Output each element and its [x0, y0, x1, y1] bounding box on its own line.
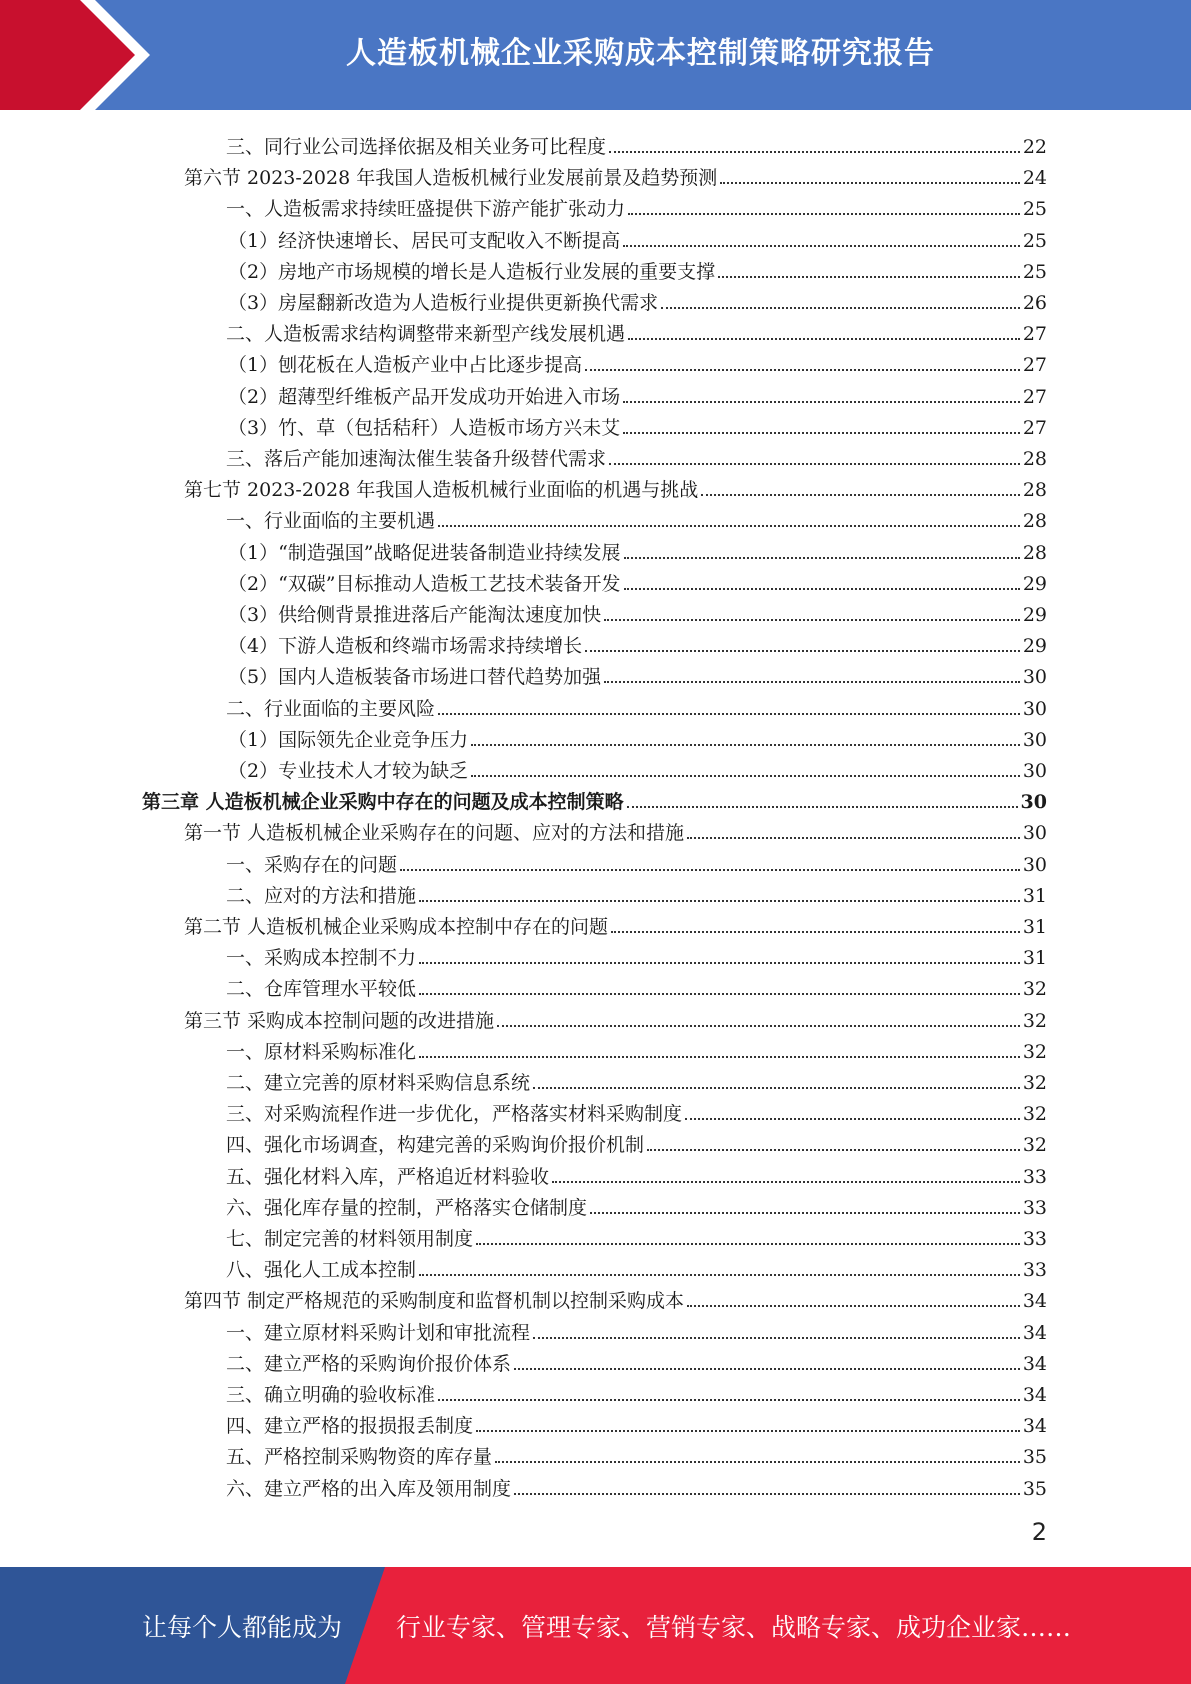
toc-entry[interactable]: [226, 1064, 1047, 1095]
toc-dot-leader: [476, 1243, 1020, 1245]
toc-entry-title: （1）经济快速增长、居民可支配收入不断提高: [228, 229, 621, 252]
toc-entry-title: 四、建立严格的报损报丢制度: [226, 1415, 474, 1438]
toc-entry-title: 五、严格控制采购物资的库存量: [226, 1446, 493, 1469]
toc-entry-title: 三、落后产能加速淘汰催生装备升级替代需求: [226, 448, 607, 470]
toc-entry-title: 第七节 2023-2028 年我国人造板机械行业面临的机遇与挑战: [184, 479, 699, 502]
toc-entry[interactable]: [226, 939, 1047, 970]
toc-entry-page: 31: [1022, 916, 1047, 938]
toc-entry[interactable]: [226, 1220, 1047, 1251]
toc-dot-leader: [590, 1212, 1020, 1214]
toc-dot-leader: [687, 1305, 1020, 1307]
toc-dot-leader: [471, 744, 1020, 746]
toc-entry-page: 28: [1022, 448, 1047, 470]
toc-entry-title: 一、行业面临的主要机遇: [226, 510, 436, 533]
toc-entry[interactable]: [228, 565, 1047, 596]
toc-entry-page: 32: [1022, 1103, 1047, 1126]
toc-dot-leader: [623, 245, 1020, 247]
toc-dot-leader: [400, 869, 1020, 871]
toc-entry-page: 25: [1022, 229, 1047, 252]
toc-entry[interactable]: [226, 502, 1047, 533]
toc-entry[interactable]: [228, 409, 1047, 440]
toc-entry-page: 27: [1022, 354, 1047, 377]
toc-entry-title: 第三节 采购成本控制问题的改进措施: [184, 1009, 495, 1032]
toc-dot-leader: [438, 525, 1020, 527]
toc-entry-title: 六、建立严格的出入库及领用制度: [226, 1477, 512, 1500]
toc-dot-leader: [604, 619, 1020, 621]
toc-entry-page: 26: [1022, 292, 1047, 314]
toc-dot-leader: [585, 369, 1020, 371]
toc-entry-title: 三、确立明确的验收标准: [226, 1384, 436, 1406]
toc-entry-title: 第一节 人造板机械企业采购存在的问题、应对的方法和措施: [184, 822, 685, 845]
toc-dot-leader: [609, 463, 1020, 465]
toc-dot-leader: [661, 307, 1020, 309]
toc-entry-page: 29: [1022, 635, 1047, 658]
toc-entry-title: 一、采购成本控制不力: [226, 947, 417, 970]
toc-entry-title: 一、原材料采购标准化: [226, 1040, 417, 1063]
toc-dot-leader: [495, 1461, 1020, 1463]
toc-dot-leader: [419, 993, 1020, 995]
toc-entry[interactable]: [226, 1251, 1047, 1282]
toc-entry-page: 31: [1022, 884, 1047, 907]
toc-entry-page: 30: [1022, 822, 1047, 845]
toc-entry[interactable]: [228, 346, 1047, 377]
toc-dot-leader: [623, 432, 1020, 434]
toc-entry-title: （2）房地产市场规模的增长是人造板行业发展的重要支撑: [228, 260, 716, 283]
toc-entry[interactable]: [228, 721, 1047, 752]
toc-entry[interactable]: [228, 627, 1047, 658]
toc-entry[interactable]: [226, 190, 1047, 221]
toc-entry-title: （1）国际领先企业竞争压力: [228, 728, 469, 751]
toc-entry-page: 35: [1022, 1477, 1047, 1500]
toc-entry-title: 三、对采购流程作进一步优化，严格落实材料采购制度: [226, 1103, 683, 1126]
toc-entry-title: 二、建立完善的原材料采购信息系统: [226, 1072, 531, 1094]
toc-entry-page: 31: [1022, 947, 1047, 970]
toc-entry[interactable]: [184, 1002, 1047, 1033]
toc-dot-leader: [611, 931, 1020, 933]
page-number: 2: [1031, 1518, 1047, 1546]
toc-dot-leader: [419, 900, 1020, 902]
toc-entry-page: 28: [1022, 510, 1047, 533]
toc-entry[interactable]: [228, 596, 1047, 627]
toc-entry-page: 29: [1022, 604, 1047, 626]
toc-dot-leader: [718, 276, 1020, 278]
toc-entry-page: 32: [1022, 1009, 1047, 1032]
toc-entry-page: 34: [1022, 1321, 1047, 1344]
toc-entry[interactable]: [226, 1189, 1047, 1220]
toc-entry[interactable]: [228, 752, 1047, 783]
toc-entry-page: 22: [1022, 136, 1047, 158]
toc-dot-leader: [552, 1181, 1020, 1183]
toc-entry-title: 一、建立原材料采购计划和审批流程: [226, 1321, 531, 1344]
toc-entry-title: （4）下游人造板和终端市场需求持续增长: [228, 635, 583, 658]
toc-entry-page: 35: [1022, 1446, 1047, 1469]
toc-entry[interactable]: [226, 1438, 1047, 1469]
toc-entry-page: 33: [1022, 1228, 1047, 1250]
toc-entry-title: 七、制定完善的材料领用制度: [226, 1228, 474, 1250]
toc-entry[interactable]: [226, 1126, 1047, 1157]
toc-entry-page: 32: [1022, 1072, 1047, 1094]
toc-entry[interactable]: [226, 690, 1047, 721]
toc-entry-title: （3）房屋翻新改造为人造板行业提供更新换代需求: [228, 292, 659, 314]
toc-entry[interactable]: [228, 284, 1047, 315]
toc-dot-leader: [438, 1399, 1020, 1401]
toc-entry-page: 30: [1022, 760, 1047, 782]
toc-entry-page: 33: [1022, 1259, 1047, 1282]
toc-entry-page: 34: [1022, 1415, 1047, 1438]
toc-entry-page: 30: [1022, 728, 1047, 751]
toc-entry[interactable]: [226, 1095, 1047, 1126]
toc-entry[interactable]: [184, 908, 1047, 939]
toc-entry-page: 30: [1022, 853, 1047, 876]
toc-entry-page: 27: [1022, 416, 1047, 439]
toc-entry-page: 30: [1022, 666, 1047, 689]
toc-dot-leader: [624, 557, 1020, 559]
toc-entry[interactable]: [226, 1158, 1047, 1189]
toc-dot-leader: [514, 1368, 1020, 1370]
toc-dot-leader: [604, 681, 1020, 683]
toc-entry-page: 25: [1022, 198, 1047, 221]
toc-entry[interactable]: [226, 1033, 1047, 1064]
toc-entry-title: 三、同行业公司选择依据及相关业务可比程度: [226, 136, 607, 158]
toc-dot-leader: [628, 338, 1020, 340]
toc-entry-page: 32: [1022, 1040, 1047, 1063]
toc-entry[interactable]: [226, 315, 1047, 346]
toc-entry[interactable]: [226, 1407, 1047, 1438]
toc-entry-title: 二、行业面临的主要风险: [226, 697, 436, 720]
toc-dot-leader: [471, 775, 1020, 777]
footer-slogan-right: 行业专家、管理专家、营销专家、战略专家、成功企业家……: [396, 1612, 1072, 1642]
toc-dot-leader: [647, 1149, 1020, 1151]
toc-entry[interactable]: [226, 1470, 1047, 1501]
toc-entry[interactable]: [226, 1376, 1047, 1407]
toc-entry-title: 八、强化人工成本控制: [226, 1259, 417, 1282]
toc-entry-page: 24: [1022, 167, 1047, 190]
toc-dot-leader: [685, 1118, 1020, 1120]
toc-entry[interactable]: [228, 253, 1047, 284]
toc-entry-page: 34: [1022, 1352, 1047, 1375]
toc-entry-page: 33: [1022, 1165, 1047, 1188]
footer-banner: [0, 1567, 1191, 1684]
toc-entry[interactable]: [228, 222, 1047, 253]
toc-entry-title: 二、应对的方法和措施: [226, 884, 417, 907]
toc-dot-leader: [720, 182, 1020, 184]
toc-entry-title: 二、人造板需求结构调整带来新型产线发展机遇: [226, 323, 626, 346]
toc-entry[interactable]: [226, 1314, 1047, 1345]
toc-entry-title: 第二节 人造板机械企业采购成本控制中存在的问题: [184, 916, 609, 938]
toc-entry-title: （3）供给侧背景推进落后产能淘汰速度加快: [228, 604, 602, 626]
toc-entry[interactable]: [142, 783, 1047, 814]
toc-entry-title: 二、仓库管理水平较低: [226, 978, 417, 1001]
toc-dot-leader: [533, 1337, 1020, 1339]
toc-dot-leader: [628, 213, 1020, 215]
toc-dot-leader: [623, 401, 1020, 403]
toc-entry-page: 25: [1022, 260, 1047, 283]
toc-entry[interactable]: [226, 846, 1047, 877]
toc-entry[interactable]: [184, 814, 1047, 845]
toc-dot-leader: [627, 806, 1018, 808]
toc-entry[interactable]: [228, 534, 1047, 565]
toc-dot-leader: [609, 151, 1020, 153]
toc-entry-page: 32: [1022, 978, 1047, 1001]
toc-entry-title: （2）专业技术人才较为缺乏: [228, 760, 469, 782]
toc-entry-page: 33: [1022, 1196, 1047, 1219]
toc-entry-page: 28: [1022, 541, 1047, 564]
toc-entry[interactable]: [226, 877, 1047, 908]
toc-entry-title: 六、强化库存量的控制，严格落实仓储制度: [226, 1196, 588, 1219]
toc-dot-leader: [419, 962, 1020, 964]
toc-dot-leader: [497, 1025, 1020, 1027]
toc-dot-leader: [419, 1056, 1020, 1058]
toc-dot-leader: [533, 1087, 1020, 1089]
toc-entry-page: 28: [1022, 479, 1047, 502]
toc-entry-title: （3）竹、草（包括秸秆）人造板市场方兴未艾: [228, 416, 621, 439]
toc-entry-title: 五、强化材料入库，严格追近材料验收: [226, 1165, 550, 1188]
toc-entry-title: 一、人造板需求持续旺盛提供下游产能扩张动力: [226, 198, 626, 221]
toc-entry-title: 第三章 人造板机械企业采购中存在的问题及成本控制策略: [142, 791, 624, 814]
header-banner: [0, 0, 1191, 110]
toc-entry-page: 27: [1022, 323, 1047, 346]
toc-entry-title: （5）国内人造板装备市场进口替代趋势加强: [228, 666, 602, 689]
toc-dot-leader: [419, 1274, 1020, 1276]
toc-entry-title: （1）刨花板在人造板产业中占比逐步提高: [228, 354, 583, 377]
report-title: 人造板机械企业采购成本控制策略研究报告: [346, 36, 935, 71]
toc-entry-title: 一、采购存在的问题: [226, 853, 398, 876]
toc-entry[interactable]: [184, 471, 1047, 502]
toc-entry-page: 34: [1022, 1290, 1047, 1313]
toc-dot-leader: [514, 1493, 1020, 1495]
toc-entry-title: 第四节 制定严格规范的采购制度和监督机制以控制采购成本: [184, 1290, 685, 1313]
toc-entry-page: 34: [1022, 1384, 1047, 1406]
toc-dot-leader: [476, 1430, 1020, 1432]
toc-entry[interactable]: [184, 159, 1047, 190]
toc-dot-leader: [701, 494, 1020, 496]
toc-entry-page: 29: [1022, 572, 1047, 595]
toc-dot-leader: [624, 588, 1020, 590]
toc-entry-title: 第六节 2023-2028 年我国人造板机械行业发展前景及趋势预测: [184, 167, 718, 190]
toc-entry-page: 30: [1020, 791, 1047, 814]
toc-entry-title: （1）“制造强国”战略促进装备制造业持续发展: [228, 541, 621, 564]
toc-entry-page: 27: [1022, 385, 1047, 408]
toc-entry[interactable]: [184, 1282, 1047, 1313]
toc-entry[interactable]: [226, 970, 1047, 1001]
toc-dot-leader: [585, 650, 1020, 652]
toc-dot-leader: [687, 837, 1020, 839]
toc-entry-page: 30: [1022, 697, 1047, 720]
toc-entry-title: 四、强化市场调查，构建完善的采购询价报价机制: [226, 1134, 645, 1157]
header-arrow-decoration: [0, 0, 160, 110]
toc-entry-page: 32: [1022, 1134, 1047, 1157]
toc-entry-title: 二、建立严格的采购询价报价体系: [226, 1352, 512, 1375]
toc-entry[interactable]: [228, 658, 1047, 689]
toc-entry[interactable]: [226, 440, 1047, 471]
toc-entry[interactable]: [226, 128, 1047, 159]
toc-dot-leader: [438, 713, 1020, 715]
toc-entry-title: （2）超薄型纤维板产品开发成功开始进入市场: [228, 385, 621, 408]
toc-entry[interactable]: [228, 378, 1047, 409]
toc-entry-title: （2）“双碳”目标推动人造板工艺技术装备开发: [228, 572, 621, 595]
footer-slogan-left: 让每个人都能成为: [142, 1612, 343, 1642]
toc-entry[interactable]: [226, 1345, 1047, 1376]
